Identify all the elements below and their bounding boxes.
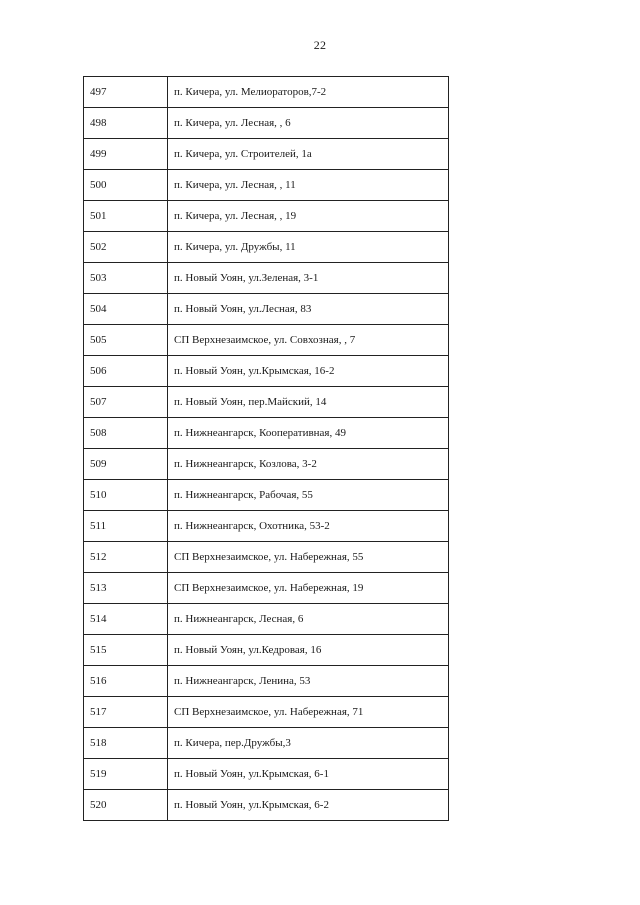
table-row bbox=[84, 790, 449, 821]
address-cell: п. Новый Уоян, ул.Лесная, 83 bbox=[168, 294, 449, 325]
address-cell: п. Новый Уоян, ул.Кедровая, 16 bbox=[168, 635, 449, 666]
row-number-cell: 507 bbox=[84, 387, 168, 418]
row-number-cell: 506 bbox=[84, 356, 168, 387]
table-row bbox=[84, 666, 449, 697]
row-number-cell: 497 bbox=[84, 77, 168, 108]
row-number-cell: 511 bbox=[84, 511, 168, 542]
address-cell: п. Кичера, пер.Дружбы,3 bbox=[168, 728, 449, 759]
table-row bbox=[84, 170, 449, 201]
table-row bbox=[84, 604, 449, 635]
table-row bbox=[84, 139, 449, 170]
row-number-cell: 500 bbox=[84, 170, 168, 201]
address-cell: СП Верхнезаимское, ул. Набережная, 71 bbox=[168, 697, 449, 728]
page-number: 22 bbox=[313, 38, 327, 52]
table-row bbox=[84, 759, 449, 790]
address-cell: СП Верхнезаимское, ул. Совхозная, , 7 bbox=[168, 325, 449, 356]
row-number-cell: 509 bbox=[84, 449, 168, 480]
table-row bbox=[84, 294, 449, 325]
table-row bbox=[84, 573, 449, 604]
address-cell: п. Кичера, ул. Лесная, , 6 bbox=[168, 108, 449, 139]
table-row bbox=[84, 635, 449, 666]
address-cell: п. Новый Уоян, ул.Крымская, 6-2 bbox=[168, 790, 449, 821]
address-cell: п. Кичера, ул. Лесная, , 11 bbox=[168, 170, 449, 201]
table-row bbox=[84, 356, 449, 387]
address-cell: п. Кичера, ул. Мелиораторов,7-2 bbox=[168, 77, 449, 108]
row-number-cell: 504 bbox=[84, 294, 168, 325]
address-cell: п. Нижнеангарск, Кооперативная, 49 bbox=[168, 418, 449, 449]
row-number-cell: 512 bbox=[84, 542, 168, 573]
table-row bbox=[84, 728, 449, 759]
row-number-cell: 516 bbox=[84, 666, 168, 697]
row-number-cell: 499 bbox=[84, 139, 168, 170]
address-cell: п. Нижнеангарск, Охотника, 53-2 bbox=[168, 511, 449, 542]
address-cell: п. Нижнеангарск, Лесная, 6 bbox=[168, 604, 449, 635]
row-number-cell: 498 bbox=[84, 108, 168, 139]
row-number-cell: 505 bbox=[84, 325, 168, 356]
address-cell: п. Нижнеангарск, Ленина, 53 bbox=[168, 666, 449, 697]
table-row bbox=[84, 387, 449, 418]
row-number-cell: 518 bbox=[84, 728, 168, 759]
address-cell: п. Новый Уоян, пер.Майский, 14 bbox=[168, 387, 449, 418]
address-cell: п. Нижнеангарск, Рабочая, 55 bbox=[168, 480, 449, 511]
table-row bbox=[84, 511, 449, 542]
table-row bbox=[84, 108, 449, 139]
address-cell: п. Кичера, ул. Лесная, , 19 bbox=[168, 201, 449, 232]
row-number-cell: 510 bbox=[84, 480, 168, 511]
address-cell: СП Верхнезаимское, ул. Набережная, 19 bbox=[168, 573, 449, 604]
address-cell: СП Верхнезаимское, ул. Набережная, 55 bbox=[168, 542, 449, 573]
address-cell: п. Кичера, ул. Дружбы, 11 bbox=[168, 232, 449, 263]
row-number-cell: 515 bbox=[84, 635, 168, 666]
row-number-cell: 502 bbox=[84, 232, 168, 263]
table-row bbox=[84, 480, 449, 511]
address-cell: п. Новый Уоян, ул.Крымская, 6-1 bbox=[168, 759, 449, 790]
table-row bbox=[84, 418, 449, 449]
row-number-cell: 501 bbox=[84, 201, 168, 232]
table-row bbox=[84, 263, 449, 294]
table-row bbox=[84, 232, 449, 263]
address-table bbox=[83, 76, 449, 821]
address-cell: п. Кичера, ул. Строителей, 1а bbox=[168, 139, 449, 170]
address-table-body bbox=[84, 77, 449, 821]
row-number-cell: 513 bbox=[84, 573, 168, 604]
row-number-cell: 519 bbox=[84, 759, 168, 790]
table-row bbox=[84, 697, 449, 728]
address-cell: п. Новый Уоян, ул.Зеленая, 3-1 bbox=[168, 263, 449, 294]
row-number-cell: 503 bbox=[84, 263, 168, 294]
row-number-cell: 520 bbox=[84, 790, 168, 821]
table-row bbox=[84, 325, 449, 356]
address-cell: п. Нижнеангарск, Козлова, 3-2 bbox=[168, 449, 449, 480]
table-row bbox=[84, 542, 449, 573]
table-row bbox=[84, 449, 449, 480]
row-number-cell: 514 bbox=[84, 604, 168, 635]
address-cell: п. Новый Уоян, ул.Крымская, 16-2 bbox=[168, 356, 449, 387]
table-row bbox=[84, 201, 449, 232]
table-row bbox=[84, 77, 449, 108]
row-number-cell: 508 bbox=[84, 418, 168, 449]
row-number-cell: 517 bbox=[84, 697, 168, 728]
